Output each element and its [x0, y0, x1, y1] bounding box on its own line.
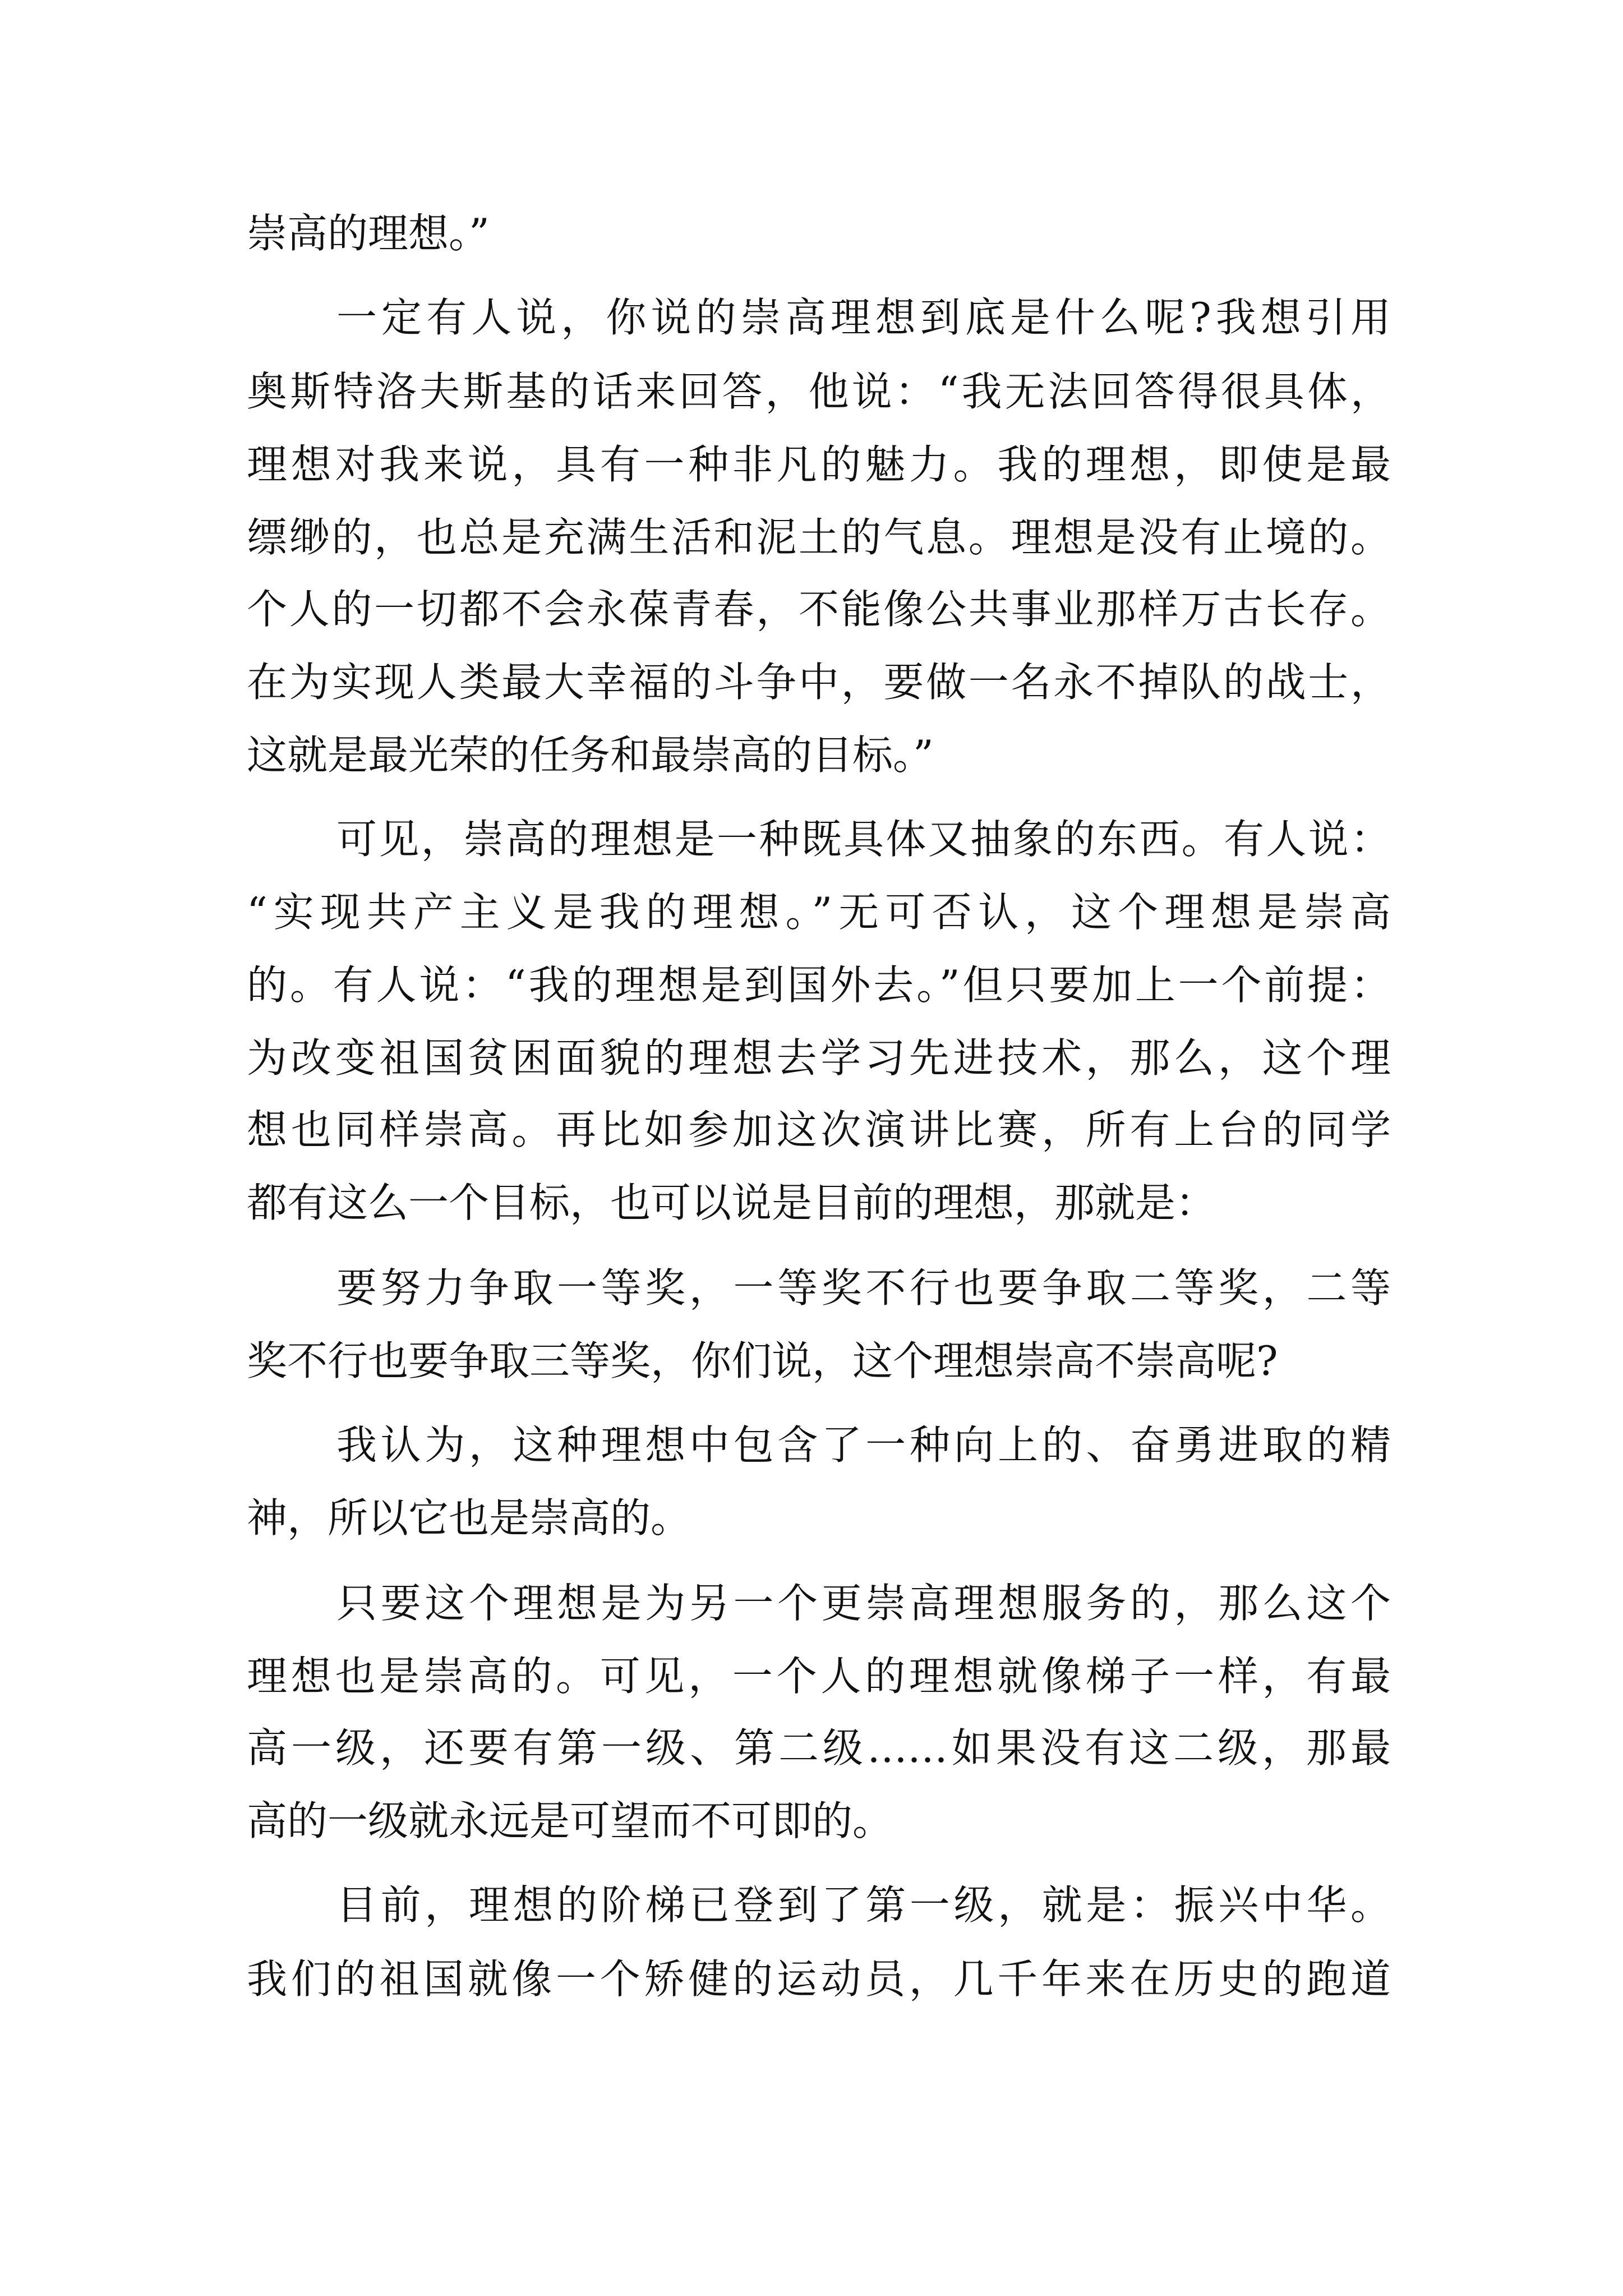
text-line: 目前，理想的阶梯已登到了第一级，就是：振兴中华。 — [336, 1881, 1391, 1929]
text-line: 奥斯特洛夫斯基的话来回答，他说：“我无法回答得很具体， — [247, 368, 1391, 415]
text-line: 高一级，还要有第一级、第二级……如果没有这二级，那最 — [247, 1724, 1391, 1772]
text-line: 可见，崇高的理想是一种既具体又抽象的东西。有人说： — [336, 816, 1391, 863]
text-line: 神，所以它也是崇高的。 — [247, 1494, 691, 1542]
text-line: 我们的祖国就像一个矫健的运动员，几千年来在历史的跑道 — [247, 1955, 1391, 2003]
text-line: 只要这个理想是为另一个更崇高理想服务的，那么这个 — [336, 1580, 1391, 1627]
text-line: 个人的一切都不会永葆青春，不能像公共事业那样万古长存。 — [247, 586, 1391, 633]
text-line: 这就是最光荣的任务和最崇高的目标。” — [247, 731, 934, 779]
text-line: 奖不行也要争取三等奖，你们说，这个理想崇高不崇高呢? — [247, 1337, 1278, 1384]
text-line: 在为实现人类最大幸福的斗争中，要做一名永不掉队的战士， — [247, 659, 1391, 706]
text-line: 为改变祖国贫困面貌的理想去学习先进技术，那么，这个理 — [247, 1034, 1391, 1082]
text-line: 理想对我来说，具有一种非凡的魅力。我的理想，即使是最 — [247, 441, 1391, 488]
text-line: 缥缈的，也总是充满生活和泥土的气息。理想是没有止境的。 — [247, 514, 1391, 561]
text-line: 要努力争取一等奖，一等奖不行也要争取二等奖，二等 — [336, 1264, 1391, 1312]
text-line: 一定有人说，你说的崇高理想到底是什么呢?我想引用 — [336, 294, 1391, 341]
text-line: “实现共产主义是我的理想。”无可否认，这个理想是崇高 — [247, 889, 1391, 936]
text-line: 崇高的理想。” — [247, 210, 490, 257]
text-line: 想也同样崇高。再比如参加这次演讲比赛，所有上台的同学 — [247, 1106, 1391, 1153]
text-line: 高的一级就永远是可望而不可即的。 — [247, 1797, 893, 1844]
text-line: 我认为，这种理想中包含了一种向上的、奋勇进取的精 — [336, 1421, 1391, 1469]
text-line: 理想也是崇高的。可见，一个人的理想就像梯子一样，有最 — [247, 1653, 1391, 1700]
text-line: 都有这么一个目标，也可以说是目前的理想，那就是： — [247, 1179, 1216, 1226]
text-line: 的。有人说：“我的理想是到国外去。”但只要加上一个前提： — [247, 961, 1391, 1009]
